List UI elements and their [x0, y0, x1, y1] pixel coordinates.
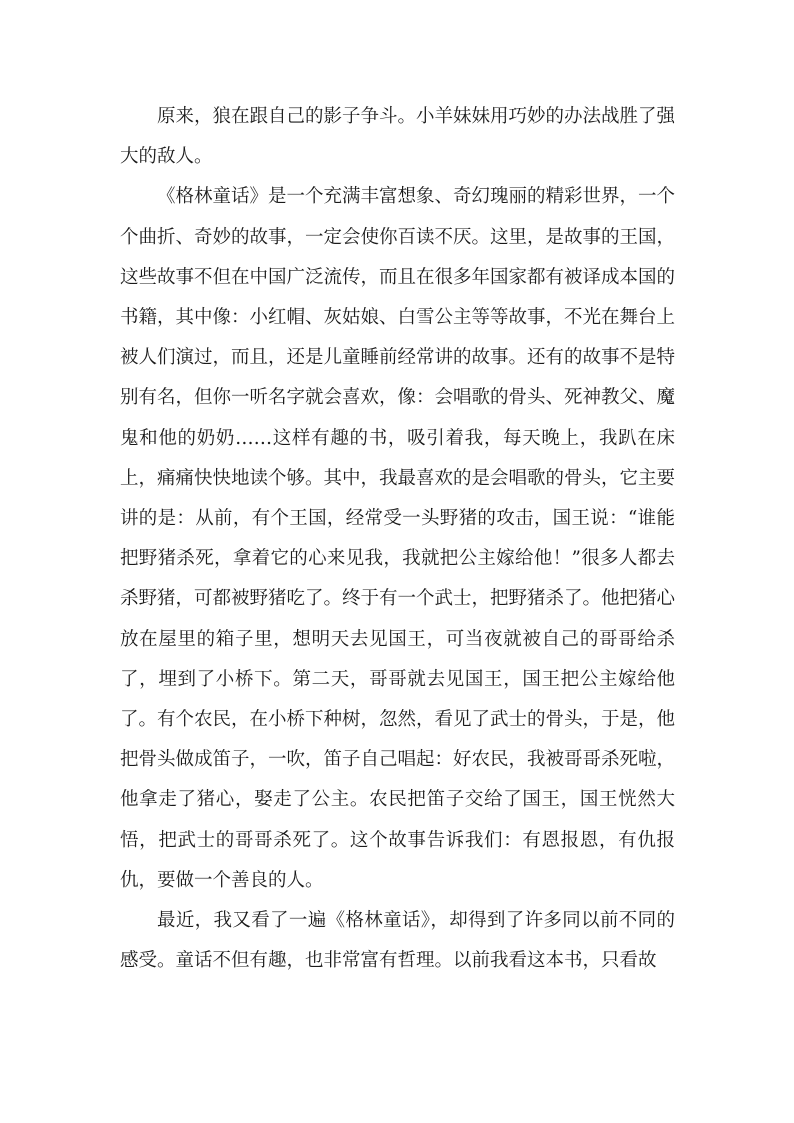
document-page — [120, 97, 675, 981]
paragraph-3: 最近，我又看了一遍《格林童话》，却得到了许多同以前不同的感受。童话不但有趣，也非常富有哲理。以前我看这本书，只看故 — [120, 910, 675, 972]
paragraph-1: 原来，狼在跟自己的影子争斗。小羊妹妹用巧妙的办法战胜了强大的敌人。 — [120, 106, 676, 168]
paragraph-2: 《格林童话》是一个充满丰富想象、奇幻瑰丽的精彩世界，一个个曲折、奇妙的故事，一定会使你百读不厌。这里，是故事的王国，这些故事不但在中国广泛流传，而且在很多年国家都有被译成本国的书籍，其中像：小红帽、灰姑娘、白雪公主等等故事，不光在舞台上被人们演过，而且，还是儿童睡前经常讲的故事。还有的故事不是特别有名，但你一听名字就会喜欢，像：会唱歌的骨头、死神教父、魔鬼和他的奶奶……这样有趣的书，吸引着我，每天晚上，我趴在床上，痛痛快快地读个够。其中，我最喜欢的是会唱歌的骨头，它主要讲的是：从前，有个王国，经常受一头野猪的攻击，国王说：“谁能把野猪杀死，拿着它的心来见我，我就把公主嫁给他！”很多人都去杀野猪，可都被野猪吃了。终于有一个武士，把野猪杀了。他把猪心放在屋里的箱子里，想明天去见国王，可当夜就被自己的哥哥给杀了，埋到了小桥下。第二天，哥哥就去见国王，国王把公主嫁给他了。有个农民，在小桥下种树，忽然，看见了武士的骨头，于是，他把骨头做成笛子，一吹，笛子自己唱起：好农民，我被哥哥杀死啦，他拿走了猪心，娶走了公主。农民把笛子交给了国王，国王恍然大悟，把武士的哥哥杀死了。这个故事告诉我们：有恩报恩，有仇报仇，要做一个善良的人。 — [120, 186, 676, 891]
